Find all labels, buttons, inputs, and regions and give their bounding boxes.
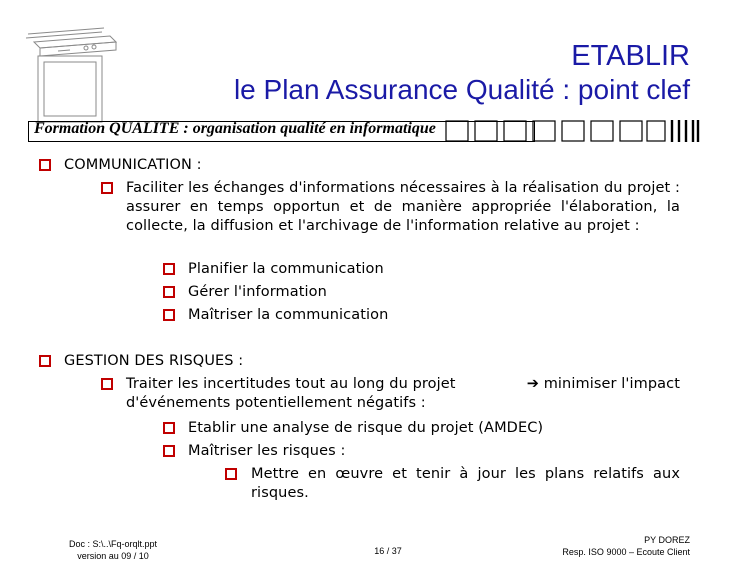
footer-author-role: Resp. ISO 9000 – Ecoute Client xyxy=(562,547,690,557)
list-item: Planifier la communication xyxy=(188,261,384,277)
footer-doc xyxy=(58,538,168,562)
footer-doc-path: Doc : S:\..\Fq-orqlt.ppt xyxy=(68,539,158,549)
risk-description-line1 xyxy=(126,375,680,394)
communication-description: Faciliter les échanges d'informations nécessaires à la réalisation du projet : assurer en temps opportun et de manière appropriée l'élaboration, la collecte, la diffusion et l'archivage de l'information relative au projet : xyxy=(126,180,680,234)
title-line-1: ETABLIR xyxy=(571,40,690,72)
bullet-icon xyxy=(39,355,51,367)
computer-illustration-icon xyxy=(24,20,134,124)
bullet-icon xyxy=(163,309,175,321)
list-item: Maîtriser les risques : xyxy=(188,443,346,459)
section-heading-risques: GESTION DES RISQUES : xyxy=(64,353,244,369)
risk-text-after: minimiser l'impact xyxy=(543,376,680,392)
list-item: Gérer l'information xyxy=(188,284,327,300)
bullet-icon xyxy=(101,378,113,390)
list-item: Maîtriser la communication xyxy=(188,307,389,323)
bullet-icon xyxy=(163,422,175,434)
footer-author-name: PY DOREZ xyxy=(644,535,690,545)
bullet-icon xyxy=(39,159,51,171)
bullet-icon xyxy=(101,182,113,194)
sub-list-item: Mettre en œuvre et tenir à jour les plans relatifs aux risques. xyxy=(251,466,680,501)
footer-author xyxy=(562,534,690,558)
bullet-icon xyxy=(163,263,175,275)
bullet-icon xyxy=(163,445,175,457)
banner-title: Formation QUALITE : organisation qualité en informatique xyxy=(34,120,436,137)
bullet-icon xyxy=(163,286,175,298)
risk-description-line2: d'événements potentiellement négatifs : xyxy=(126,395,426,411)
title-line-2: le Plan Assurance Qualité : point clef xyxy=(233,74,690,105)
section-heading-communication: COMMUNICATION : xyxy=(64,157,202,173)
bullet-icon xyxy=(225,468,237,480)
page-number: 16 / 37 xyxy=(374,546,402,556)
footer-doc-version: version au 09 / 10 xyxy=(77,551,149,561)
risk-text-before: Traiter les incertitudes tout au long du projet xyxy=(126,376,456,392)
arrow-right-icon: ➔ xyxy=(526,376,539,392)
list-item: Etablir une analyse de risque du projet (AMDEC) xyxy=(188,420,544,436)
